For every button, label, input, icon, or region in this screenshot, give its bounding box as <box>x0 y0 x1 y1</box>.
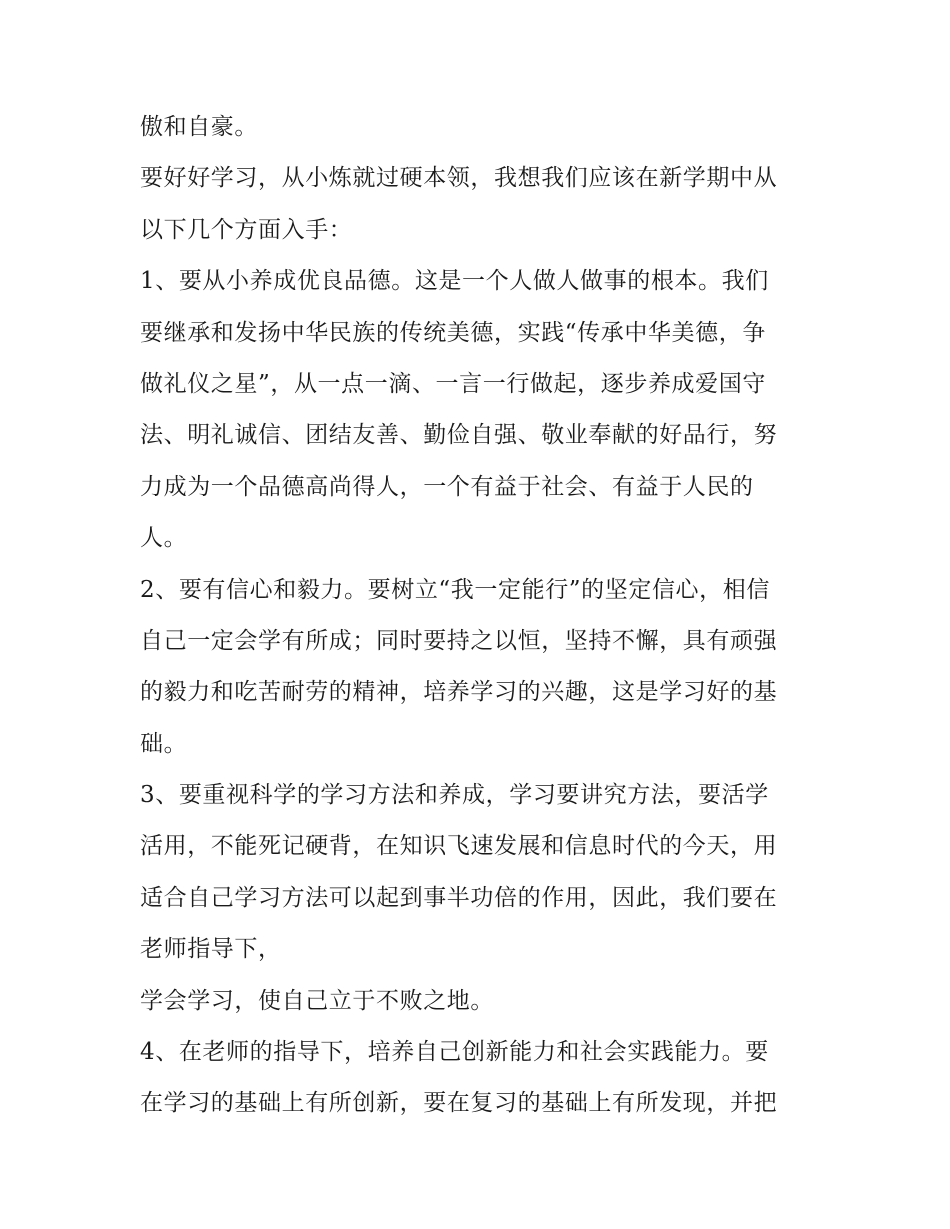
text-line: 自己一定会学有所成；同时要持之以恒，坚持不懈，具有顽强 <box>140 627 778 654</box>
text-line: 力成为一个品德高尚得人，一个有益于社会、有益于人民的 <box>140 473 754 500</box>
text-line: 学会学习，使自己立于不败之地。 <box>140 987 494 1014</box>
text-line: 人。 <box>140 525 188 552</box>
text-line: 2、要有信心和毅力。要树立“我一定能行”的坚定信心，相信 <box>140 576 770 603</box>
text-line: 在学习的基础上有所创新，要在复习的基础上有所发现，并把 <box>140 1090 778 1117</box>
text-line: 以下几个方面入手： <box>140 216 353 243</box>
text-line: 要继承和发扬中华民族的传统美德，实践“传承中华美德，争 <box>140 319 766 346</box>
text-line: 做礼仪之星”，从一点一滴、一言一行做起，逐步养成爱国守 <box>140 370 766 397</box>
text-line: 适合自己学习方法可以起到事半功倍的作用，因此，我们要在 <box>140 884 778 911</box>
text-line: 的毅力和吃苦耐劳的精神，培养学习的兴趣，这是学习好的基 <box>140 679 778 706</box>
document-body <box>140 102 820 1130</box>
text-line: 法、明礼诚信、团结友善、勤俭自强、敬业奉献的好品行，努 <box>140 422 778 449</box>
text-line: 傲和自豪。 <box>140 114 258 140</box>
text-line: 老师指导下， <box>140 936 282 963</box>
text-line: 4、在老师的指导下，培养自己创新能力和社会实践能力。要 <box>140 1039 769 1066</box>
text-line: 活用，不能死记硬背，在知识飞速发展和信息时代的今天，用 <box>140 833 778 860</box>
text-line: 要好好学习，从小炼就过硬本领，我想我们应该在新学期中从 <box>140 165 778 192</box>
text-line: 础。 <box>140 730 188 757</box>
text-line: 1、要从小养成优良品德。这是一个人做人做事的根本。我们 <box>140 268 769 295</box>
text-line: 3、要重视科学的学习方法和养成，学习要讲究方法，要活学 <box>140 782 769 809</box>
